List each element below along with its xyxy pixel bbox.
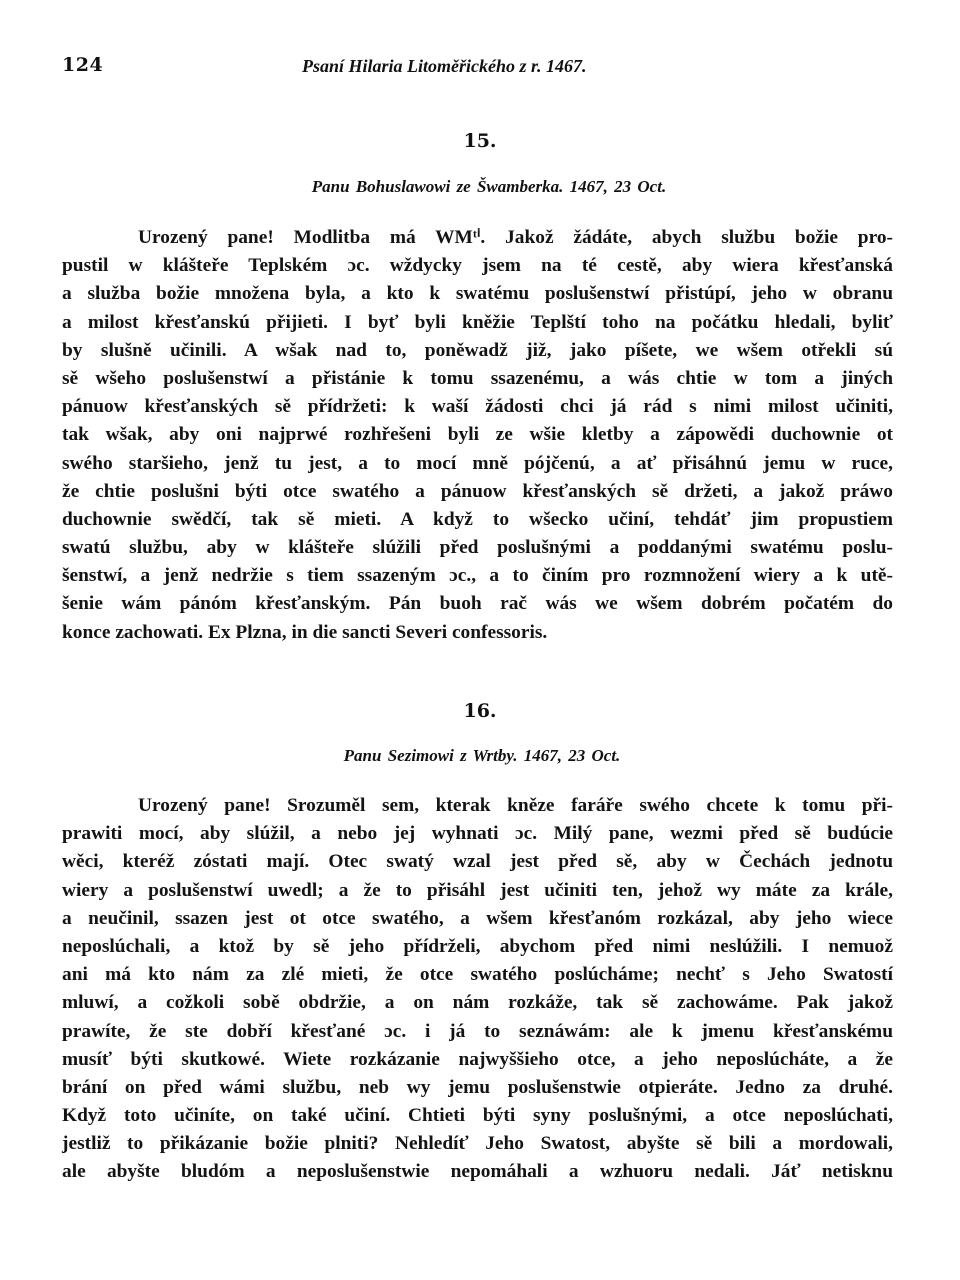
text-line: šenie wám pánóm křesťanským. Pán buoh rač wás we wšem dobrém počatém do xyxy=(62,593,893,615)
text-line: swého staršieho, jenž tu jest, a to mocí mně pójčenú, a ať přisáhnú jemu w ruce, xyxy=(62,452,893,474)
text-line: jestliž to přikázanie božie plniti? Nehledíť Jeho Swatost, abyšte sě bili a mordowali, xyxy=(62,1133,893,1155)
text-line: tak wšak, aby oni najprwé rozhřešeni byli ze wšie kletby a zápowědi duchownie ot xyxy=(62,424,893,446)
text-line: musíť býti skutkowé. Wiete rozkázanie najwyššieho otce, a jeho neposlúcháte, a že xyxy=(62,1048,893,1070)
text-line: neposlúchali, a ktož by sě jeho přídrželi, abychom před nimi neslúžili. I nemuož xyxy=(62,935,893,957)
text-line: wěci, kteréž zóstati mají. Otec swatý wzal jest před sě, aby w Čechách jednotu xyxy=(62,851,893,873)
text-line: Když toto učiníte, on také učiní. Chtieti býti syny poslušnými, a otce neposlúchati, xyxy=(62,1105,893,1127)
text-line: Urozený pane! Modlitba má WMᵗⁱ. Jakož žádáte, abych službu božie pro- xyxy=(138,227,893,248)
running-title: Psaní Hilaria Litoměřického z r. 1467. xyxy=(302,56,587,76)
running-head xyxy=(62,54,894,84)
text-line: pustil w klášteře Teplském ɔc. wždycky jsem na té cestě, aby wiera křesťanská xyxy=(62,255,893,277)
text-line: Urozený pane! Srozuměl sem, kterak kněze faráře swého chcete k tomu při- xyxy=(138,795,893,816)
text-line: sě wšeho poslušenstwí a přistánie k tomu ssazenému, a wás chtie w tom a jiných xyxy=(62,367,893,389)
letter-number: 16. xyxy=(463,700,497,722)
text-line: pánuow křesťanských sě přídržeti: k waší žádosti chci já rád s nimi milost učiniti, xyxy=(62,396,893,418)
text-line: a neučinil, ssazen jest ot otce swatého, a wšem křesťanóm rozkázal, aby jeho wiece xyxy=(62,907,893,929)
letter-body xyxy=(62,792,893,1187)
text-line: brání on před wámi službu, neb wy jemu poslušenstwie otpieráte. Jedno za druhé. xyxy=(62,1076,893,1098)
text-line: a služba božie množena byla, a kto k swatému poslušenstwí přistúpí, jeho w obranu xyxy=(62,283,893,305)
text-line: wiery a poslušenstwí uwedl; a že to přisáhl jest učiniti ten, jehož wy máte za krále, xyxy=(62,879,893,901)
letter-address: Panu Bohuslawowi ze Šwamberka. 1467, 23 Oct. xyxy=(311,177,667,196)
text-line: ani má kto nám za zlé mieti, že otce swatého poslúcháme; nechť s Jeho Swatostí xyxy=(62,964,893,986)
text-line: swatú službu, aby w klášteře slúžili před poslušnými a poddanými swatému poslu- xyxy=(62,537,893,559)
text-line: prawíte, že ste dobří křesťané ɔc. i já to seznáwám: ale k jmenu křesťanskému xyxy=(62,1020,893,1042)
text-line: konce zachowati. Ex Plzna, in die sancti Severi confessoris. xyxy=(62,621,548,643)
text-line: šenstwí, a jenž nedržie s tiem ssazeným ɔc., a to činím pro rozmnožení wiery a k utě- xyxy=(62,565,893,587)
text-line: že chtie poslušni býti otce swatého a pánuow křesťanských sě držeti, a jakož práwo xyxy=(62,480,893,502)
letter-number: 15. xyxy=(463,130,497,152)
text-line: a milost křesťanskú přijieti. I byť byli kněžie Teplští toho na počátku hledali, byliť xyxy=(62,311,893,333)
letter-body xyxy=(62,224,893,647)
text-line: prawiti mocí, aby slúžil, a nebo jej wyhnati ɔc. Milý pane, wezmi před sě budúcie xyxy=(62,823,893,845)
letter-address: Panu Sezimowi z Wrtby. 1467, 23 Oct. xyxy=(343,746,621,765)
text-line: by slušně učinili. A wšak nad to, poněwadž již, jako píšete, we wšem otřekli sú xyxy=(62,339,893,361)
page-number: 124 xyxy=(62,54,104,76)
text-line: duchownie swědčí, tak sě mieti. A když to wšecko učiní, tehdáť jim propustiem xyxy=(62,508,893,530)
text-line: mluwí, a cožkoli sobě obdržie, a on nám rozkáže, tak sě zachowáme. Pak jakož xyxy=(62,992,893,1014)
text-line: ale abyšte bludóm a neposlušenstwie nepomáhali a wzhuoru nedali. Jáť netisknu xyxy=(62,1161,893,1183)
